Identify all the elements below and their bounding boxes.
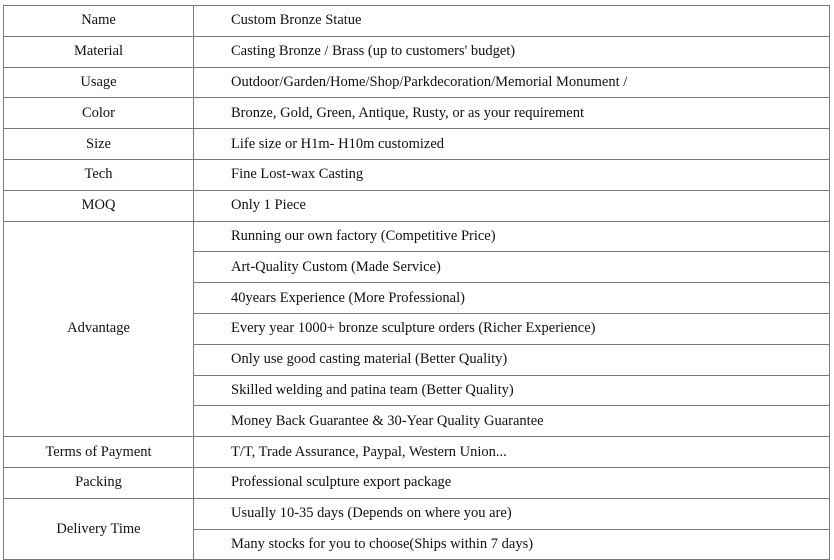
row-label: Terms of Payment (4, 437, 194, 468)
row-label: Tech (4, 159, 194, 190)
row-value: Only use good casting material (Better Quality) (194, 344, 830, 375)
spec-table-body (4, 6, 830, 560)
row-value: Only 1 Piece (194, 190, 830, 221)
row-value: Custom Bronze Statue (194, 6, 830, 37)
row-value: Casting Bronze / Brass (up to customers' budget) (194, 36, 830, 67)
row-value: Every year 1000+ bronze sculpture orders (Richer Experience) (194, 313, 830, 344)
row-value: Life size or H1m- H10m customized (194, 129, 830, 160)
row-value: Outdoor/Garden/Home/Shop/Parkdecoration/Memorial Monument / (194, 67, 830, 98)
product-spec-table (3, 5, 830, 560)
row-value: 40years Experience (More Professional) (194, 283, 830, 314)
table-row (4, 36, 830, 67)
table-row (4, 221, 830, 252)
row-value: Money Back Guarantee & 30-Year Quality Guarantee (194, 406, 830, 437)
row-label: Material (4, 36, 194, 67)
table-row (4, 67, 830, 98)
table-row (4, 190, 830, 221)
row-label: Packing (4, 467, 194, 498)
table-row (4, 129, 830, 160)
row-label: Size (4, 129, 194, 160)
row-value: Bronze, Gold, Green, Antique, Rusty, or as your requirement (194, 98, 830, 129)
table-row (4, 98, 830, 129)
row-value: Many stocks for you to choose(Ships within 7 days) (194, 529, 830, 560)
row-label: Color (4, 98, 194, 129)
row-label: Advantage (4, 221, 194, 437)
table-row (4, 6, 830, 37)
table-row (4, 437, 830, 468)
row-label: Usage (4, 67, 194, 98)
row-value: Art-Quality Custom (Made Service) (194, 252, 830, 283)
row-value: Usually 10-35 days (Depends on where you are) (194, 498, 830, 529)
row-label: Delivery Time (4, 498, 194, 560)
table-row (4, 498, 830, 529)
row-label: MOQ (4, 190, 194, 221)
row-value: Professional sculpture export package (194, 467, 830, 498)
row-value: Skilled welding and patina team (Better Quality) (194, 375, 830, 406)
row-value: T/T, Trade Assurance, Paypal, Western Union... (194, 437, 830, 468)
row-value: Fine Lost-wax Casting (194, 159, 830, 190)
table-row (4, 159, 830, 190)
row-value: Running our own factory (Competitive Price) (194, 221, 830, 252)
table-row (4, 467, 830, 498)
row-label: Name (4, 6, 194, 37)
